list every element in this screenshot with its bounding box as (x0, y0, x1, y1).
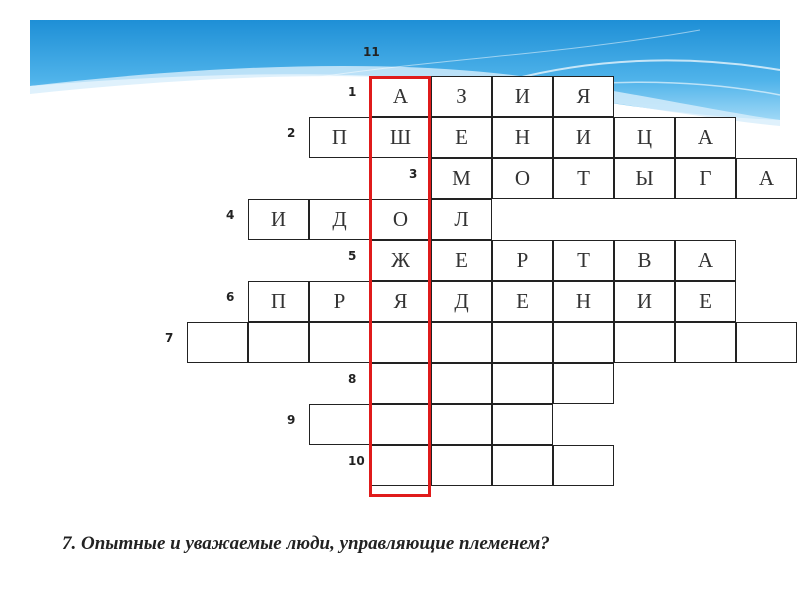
crossword-cell[interactable]: И (492, 76, 553, 117)
crossword-cell[interactable] (309, 322, 370, 363)
row-number: 5 (348, 249, 357, 263)
row-number: 4 (226, 208, 235, 222)
crossword-cell[interactable] (675, 322, 736, 363)
crossword-cell[interactable]: З (431, 76, 492, 117)
key-column-number: 11 (363, 45, 380, 59)
crossword-cell[interactable]: Я (370, 281, 431, 322)
crossword-cell[interactable]: А (736, 158, 797, 199)
crossword-cell[interactable] (431, 445, 492, 486)
crossword-cell[interactable]: Е (431, 117, 492, 158)
crossword-cell[interactable] (370, 445, 431, 486)
crossword-cell[interactable]: А (675, 117, 736, 158)
crossword-cell[interactable] (370, 404, 431, 445)
crossword-cell[interactable] (492, 445, 553, 486)
crossword-cell[interactable]: Е (431, 240, 492, 281)
crossword-cell[interactable]: Ц (614, 117, 675, 158)
crossword-cell[interactable]: Я (553, 76, 614, 117)
crossword-cell[interactable]: Т (553, 240, 614, 281)
row-number: 7 (165, 331, 174, 345)
crossword-cell[interactable] (248, 322, 309, 363)
crossword-cell[interactable]: Ы (614, 158, 675, 199)
row-number: 10 (348, 454, 365, 468)
crossword-cell[interactable] (370, 322, 431, 363)
row-number: 1 (348, 85, 357, 99)
crossword-cell[interactable]: М (431, 158, 492, 199)
crossword-cell[interactable] (614, 322, 675, 363)
crossword-cell[interactable] (492, 322, 553, 363)
crossword-cell[interactable]: Г (675, 158, 736, 199)
crossword-cell[interactable]: Р (492, 240, 553, 281)
row-number: 2 (287, 126, 296, 140)
crossword-cell[interactable]: Д (431, 281, 492, 322)
crossword-cell[interactable]: Т (553, 158, 614, 199)
crossword-cell[interactable]: И (553, 117, 614, 158)
row-number: 9 (287, 413, 296, 427)
crossword-cell[interactable] (492, 363, 553, 404)
crossword-cell[interactable] (370, 363, 431, 404)
crossword-cell[interactable]: А (675, 240, 736, 281)
crossword-cell[interactable]: А (370, 76, 431, 117)
row-number: 3 (409, 167, 418, 181)
crossword-cell[interactable]: Е (675, 281, 736, 322)
crossword-cell[interactable] (187, 322, 248, 363)
crossword-cell[interactable]: П (309, 117, 370, 158)
crossword-cell[interactable]: Н (553, 281, 614, 322)
clue-question: 7. Опытные и уважаемые люди, управляющие племенем? (62, 533, 550, 554)
crossword-cell[interactable] (736, 322, 797, 363)
row-number: 6 (226, 290, 235, 304)
crossword-cell[interactable] (492, 404, 553, 445)
crossword-cell[interactable]: Л (431, 199, 492, 240)
crossword-cell[interactable]: Р (309, 281, 370, 322)
crossword-cell[interactable] (431, 404, 492, 445)
crossword-cell[interactable]: И (248, 199, 309, 240)
crossword-cell[interactable]: Н (492, 117, 553, 158)
crossword-cell[interactable]: И (614, 281, 675, 322)
crossword-cell[interactable]: В (614, 240, 675, 281)
crossword-cell[interactable] (553, 445, 614, 486)
crossword-cell[interactable]: О (370, 199, 431, 240)
crossword-cell[interactable]: Ж (370, 240, 431, 281)
crossword-cell[interactable] (309, 404, 370, 445)
row-number: 8 (348, 372, 357, 386)
crossword-cell[interactable]: П (248, 281, 309, 322)
crossword-cell[interactable]: Д (309, 199, 370, 240)
crossword-cell[interactable] (553, 363, 614, 404)
crossword-cell[interactable] (431, 322, 492, 363)
crossword-cell[interactable] (553, 322, 614, 363)
crossword-cell[interactable]: Е (492, 281, 553, 322)
crossword-cell[interactable] (431, 363, 492, 404)
crossword-cell[interactable]: О (492, 158, 553, 199)
crossword-cell[interactable]: Ш (370, 117, 431, 158)
